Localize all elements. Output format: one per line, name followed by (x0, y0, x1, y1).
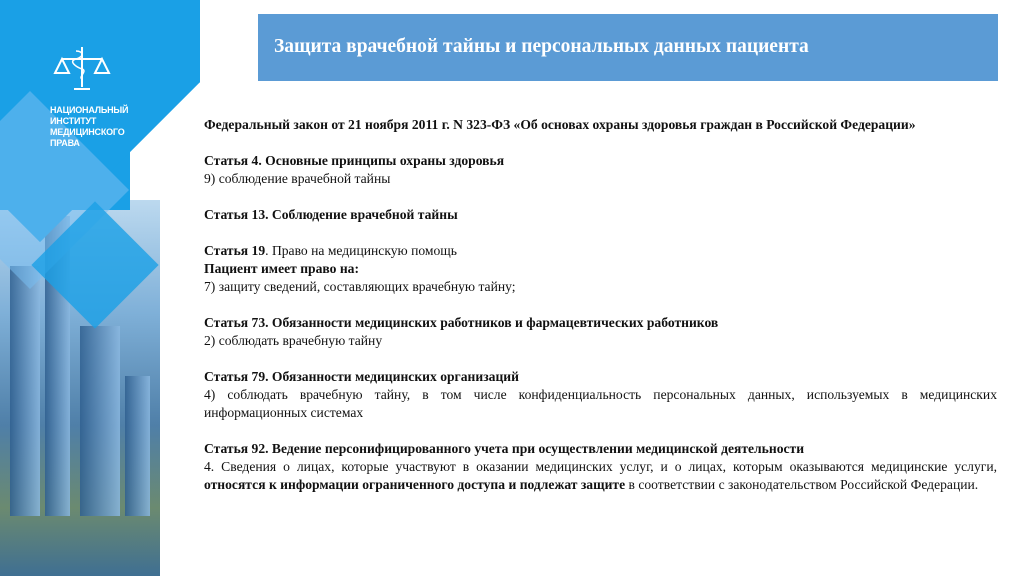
emphasis-text: относятся к информации ограниченного доступа и подлежат защите (204, 477, 626, 492)
article-19-item: 7) защиту сведений, составляющих врачебную тайну; (204, 279, 516, 294)
article-4-item: 9) соблюдение врачебной тайны (204, 171, 391, 186)
scales-caduceus-icon (52, 45, 112, 93)
article-13-title: Статья 13. Соблюдение врачебной тайны (204, 207, 458, 222)
law-title: Федеральный закон от 21 ноября 2011 г. N 323-ФЗ «Об основах охраны здоровья граждан в Российской Федерации» (204, 117, 916, 132)
article-19-name: . Право на медицинскую помощь (265, 243, 457, 258)
logo-text-line: НАЦИОНАЛЬНЫЙ (50, 105, 129, 115)
article-19-label: Статья 19 (204, 243, 266, 258)
article-19-subtitle: Пациент имеет право на: (204, 261, 360, 276)
institute-logo (50, 45, 140, 149)
title-banner (258, 14, 998, 81)
logo-text-line: МЕДИЦИНСКОГО (50, 127, 125, 137)
decorative-side-panel (0, 0, 200, 576)
article-4-title: Статья 4. Основные принципы охраны здоровья (204, 153, 505, 168)
page-title: Защита врачебной тайны и персональных данных пациента (274, 36, 809, 57)
article-73-item: 2) соблюдать врачебную тайну (204, 333, 383, 348)
article-79-title: Статья 79. Обязанности медицинских организаций (204, 369, 519, 384)
slide-body (204, 116, 997, 494)
article-92-item (204, 458, 997, 494)
article-79-item: 4) соблюдать врачебную тайну, в том числе конфиденциальность персональных данных, используемых в медицинских информационных системах (204, 387, 997, 420)
logo-text-line: ИНСТИТУТ (50, 116, 97, 126)
article-73-title: Статья 73. Обязанности медицинских работников и фармацевтических работников (204, 315, 719, 330)
article-19-title (204, 242, 997, 260)
text: в соответствии с законодательством Российской Федерации. (625, 477, 979, 492)
text: 4. Сведения о лицах, которые участвуют в оказании медицинских услуг, и о лицах, которым оказываются медицинские услуги, (204, 459, 997, 474)
article-92-title: Статья 92. Ведение персонифицированного учета при осуществлении медицинской деятельности (204, 441, 805, 456)
logo-text-line: ПРАВА (50, 138, 80, 148)
